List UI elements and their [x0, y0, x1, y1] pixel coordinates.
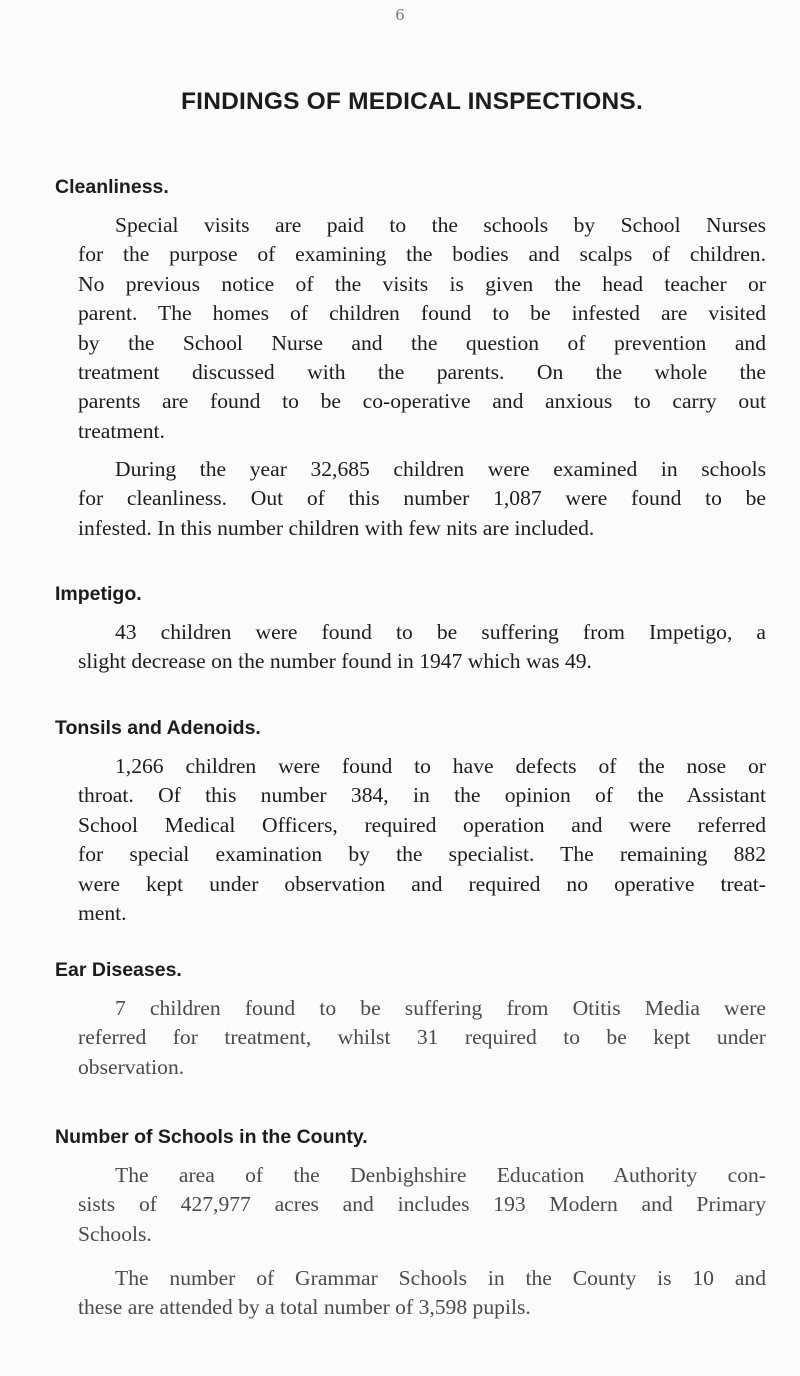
text-line: these are attended by a total number of 3,598 pupils.	[78, 1295, 531, 1320]
paragraph-impetigo	[78, 618, 766, 677]
text-line: School Medical Officers, required operation and were referred	[78, 812, 766, 837]
section-heading-impetigo: Impetigo.	[55, 583, 142, 605]
text-line: treatment discussed with the parents. On the whole the	[78, 360, 766, 385]
paragraph-cleanliness-visits	[78, 211, 766, 446]
text-line: for special examination by the specialist. The remaining 882	[78, 842, 766, 867]
text-line: were kept under observation and required no operative treat-	[78, 871, 766, 896]
section-heading-number-of-schools: Number of Schools in the County.	[55, 1126, 368, 1148]
page-title: FINDINGS OF MEDICAL INSPECTIONS.	[181, 88, 643, 115]
text-line: The area of the Denbighshire Education Authority con-	[115, 1163, 766, 1187]
text-line: ment.	[78, 901, 127, 926]
text-line: sists of 427,977 acres and includes 193 Modern and Primary	[78, 1192, 766, 1217]
paragraph-cleanliness-statistics	[78, 455, 766, 543]
paragraph-area-of-authority	[78, 1161, 766, 1249]
text-line: observation.	[78, 1054, 185, 1079]
text-line: 1,266 children were found to have defects of the nose or	[115, 754, 766, 778]
text-line: The number of Grammar Schools in the County is 10 and	[115, 1266, 766, 1290]
text-line: slight decrease on the number found in 1947 which was 49.	[78, 649, 592, 674]
text-line: parents are found to be co-operative and anxious to carry out	[78, 389, 766, 414]
text-line: by the School Nurse and the question of prevention and	[78, 330, 766, 355]
text-line: No previous notice of the visits is given the head teacher or	[78, 271, 766, 296]
text-line: Special visits are paid to the schools by School Nurses	[115, 213, 766, 237]
text-line: 43 children were found to be suffering from Impetigo, a	[115, 620, 766, 644]
text-line: infested. In this number children with few nits are included.	[78, 515, 595, 540]
text-line: for the purpose of examining the bodies and scalps of children.	[78, 242, 766, 267]
paragraph-tonsils-adenoids	[78, 752, 766, 928]
text-line: treatment.	[78, 418, 165, 443]
section-heading-ear-diseases: Ear Diseases.	[55, 959, 182, 981]
text-line: 7 children found to be suffering from Otitis Media were	[115, 996, 766, 1020]
page-number: 6	[395, 6, 405, 24]
text-line: throat. Of this number 384, in the opinion of the Assistant	[78, 783, 766, 808]
section-heading-tonsils-adenoids: Tonsils and Adenoids.	[55, 717, 261, 739]
text-line: During the year 32,685 children were examined in schools	[115, 457, 766, 481]
text-line: parent. The homes of children found to be infested are visited	[78, 301, 766, 326]
paragraph-grammar-schools	[78, 1264, 766, 1323]
text-line: referred for treatment, whilst 31 required to be kept under	[78, 1025, 766, 1050]
paragraph-ear-diseases	[78, 994, 766, 1082]
text-line: Schools.	[78, 1221, 152, 1246]
section-heading-cleanliness: Cleanliness.	[55, 176, 169, 198]
text-line: for cleanliness. Out of this number 1,087 were found to be	[78, 486, 766, 511]
